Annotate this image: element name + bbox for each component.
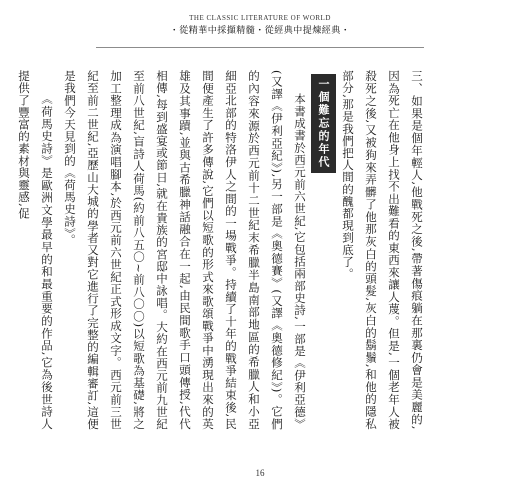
header-english-title: THE CLASSIC LITERATURE OF WORLD [189, 14, 331, 22]
paragraph-3: 《荷馬史詩》是歐洲文學最早的和最重要的作品,它為後世詩人提供了豐富的素材與靈感,促 [17, 70, 54, 430]
header-chinese-title: ・從精華中採擷精髓・從經典中提煉經典・ [169, 26, 351, 36]
body-text [17, 70, 428, 430]
header-divider [96, 47, 424, 48]
section-heading-wrap [311, 70, 336, 430]
running-header [0, 14, 520, 36]
page-number: 16 [255, 468, 265, 478]
paragraph-1: 三、如果是個年輕人,他戰死之後,帶著傷痕躺在那裏仍會是美麗的,因為死亡在他身上找不出難看的東西來讓人蔑。但是,一個老年人被殺死之後,又被狗來弄髒了他那灰白的頭髮,灰白的鬍鬚,和他的隱私部分,那是我們把人間的醜都現到底了。 [341, 70, 424, 430]
paragraph-2: 本書成書於西元前六世紀,它包括兩部史詩,一部是《伊利亞德》(又譯《伊利亞紀》),另一部是《奧德賽》(又譯《奧德修紀》)。它們的內容來源於西元前十二世紀末希臘半島南部地區的希臘人和小亞細亞北部的特洛伊人之間的一場戰爭。持續了十年的戰爭結束後,民間便產生了許多傳說,它們以短歌的形式來歌頌戰爭中湧現出來的英雄及其事蹟,並與古希臘神話融合在一起,由民間歌手口頭傳授,代代相傳,每到盛宴或節日,就在貴族的宮邸中詠唱。大約在西元前九世紀至前八世紀,盲詩人荷馬(約前八五〇~前八〇〇)以短歌為基礎,將之加工整理成為演唱腳本,於西元前六世紀正式形成文字。西元前三世紀至前二世紀,亞歷山大城的學者又對它進行了完整的編輯審訂,這便是我們今天見到的《荷馬史詩》。 [63, 70, 307, 430]
section-heading: 一個難忘的年代 [311, 74, 336, 173]
